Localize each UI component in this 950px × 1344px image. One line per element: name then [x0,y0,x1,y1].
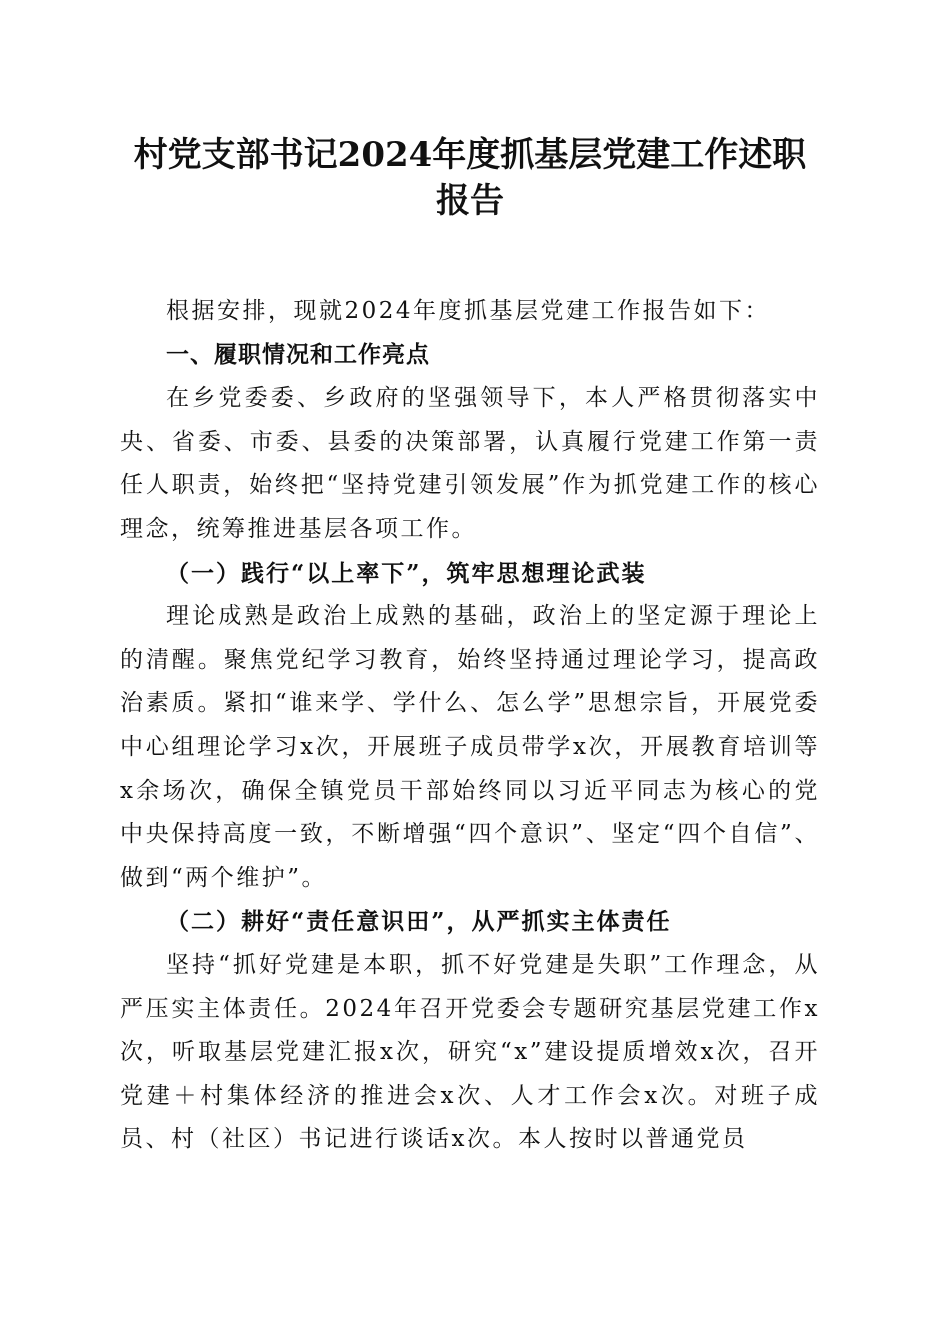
subsection-1-paragraph: 理论成熟是政治上成熟的基础，政治上的坚定源于理论上的清醒。聚焦党纪学习教育，始终坚持通过理论学习，提高政治素质。紧扣“谁来学、学什么、怎么学”思想宗旨，开展党委中心组理论学习x次，开展班子成员带学x次，开展教育培训等x余场次，确保全镇党员干部始终同以习近平同志为核心的党中央保持高度一致，不断增强“四个意识”、坚定“四个自信”、做到“两个维护”。 [120,603,820,891]
subsection-1-heading: （一）践行“以上率下”，筑牢思想理论武装 [166,559,647,587]
document-body [120,290,820,1162]
section-1-paragraph: 在乡党委委、乡政府的坚强领导下，本人严格贯彻落实中央、省委、市委、县委的决策部署，认真履行党建工作第一责任人职责，始终把“坚持党建引领发展”作为抓党建工作的核心理念，统筹推进基层各项工作。 [120,385,820,542]
subsection-2-paragraph: 坚持“抓好党建是本职，抓不好党建是失职”工作理念，从严压实主体责任。2024年召开党委会专题研究基层党建工作x次，听取基层党建汇报x次，研究“x”建设提质增效x次，召开党建＋村集体经济的推进会x次、人才工作会x次。对班子成员、村（社区）书记进行谈话x次。本人按时以普通党员 [120,951,820,1153]
document-title [120,132,820,224]
intro-paragraph: 根据安排，现就2024年度抓基层党建工作报告如下： [166,298,771,324]
document-page [120,132,820,1162]
title-line-1: 村党支部书记2024年度抓基层党建工作述职 [133,135,807,175]
title-line-2: 报告 [436,181,504,221]
section-1-heading: 一、履职情况和工作亮点 [166,341,430,368]
subsection-2-heading: （二）耕好“责任意识田”，从严抓实主体责任 [166,908,672,936]
